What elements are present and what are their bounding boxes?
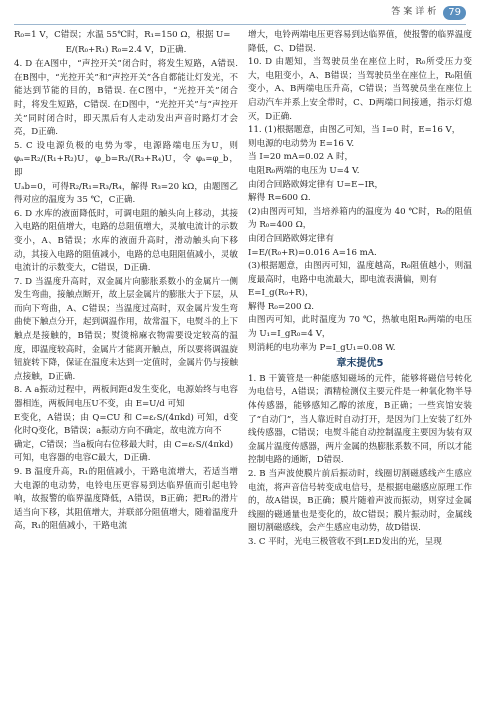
paragraph: (3)根据题意，由图丙可知，温度越高，R₀阻值越小，则温度最高时，电路中电流最大，即电流表满偏，则有 (248, 261, 472, 285)
paragraph: 解得 R=600 Ω. (248, 193, 311, 204)
section-title: 章末提优5 (336, 358, 384, 370)
paragraph: 增大，电铃两端电压更容易到达临界值，使报警的临界温度降低，C、D错误. (248, 30, 472, 54)
paragraph: Uₐb=0，可得R₂/R₁=R₃/R₄，解得 R₃=20 kΩ，由题图乙得对应的温度为 35 ℃，C正确. (14, 181, 238, 206)
page-number: 79 (443, 6, 466, 20)
paragraph: 由图丙可知，此时温度为 70 ℃，热敏电阻R₀两端的电压为 U₁=I_gR₀=4 V， (248, 315, 472, 340)
paragraph: 确定，C错误；当a板向右位移最大时，由 C=εᵣS/(4πkd) (14, 439, 234, 450)
paragraph: 由闭合回路欧姆定律有 (248, 233, 334, 244)
paragraph: 则电源的电动势为 E=16 V. (248, 138, 355, 149)
answer-10: 10. D 由题知，当驾驶员坐在座位上时，R₀所受压力变大，电阻变小，A、B错误；当驾驶员坐在座位上，R₀阻值变小，A、B两端电压升高，C错误；当驾驶员坐在座位上启动汽车并系上安全带时，C、D两端口间接通，指示灯熄灭，D正确. (248, 57, 472, 122)
answer-7: 7. D 当温度升高时，双金属片向膨胀系数小的金属片一侧发生弯曲，接触点断开，故上层金属片的膨胀大于下层，从而向下弯曲，A、C错误；当温度过高时，双金属片发生弯曲使下触点分开，起到调温作用，故常温下，电熨斗的上下触点是接触的，B错误；熨烫棉麻衣物需要设定较高的温度，即温度较高时，金属片才能离开触点，所以要将调温旋钮旋转下降，保证在温度未达到一定值时，金属片仍与接触点接触，D正确. (14, 276, 238, 382)
answer-3: 3. C 平时，光电三极管收不到LED发出的光，呈现 (248, 536, 442, 547)
paragraph: R₀=1 V，C错误；水温 55℃时，R₁=150 Ω，根据 U= (14, 30, 231, 40)
left-column (14, 29, 238, 534)
answer-6: 6. D 水库的液面降低时，可调电阻的触头向上移动，其接入电路的阻值增大，电路的总阻值增大，灵敏电流计的示数变小，A、B错误；水库的液面升高时，滑动触头向下移动，其接入电路的阻值减小，电路的总电阻阻值减小，灵敏电流计的示数变大，C错误，D正确. (14, 208, 238, 274)
page-header (391, 6, 466, 20)
paragraph: 则消耗的电功率为 P=I_gU₁=0.08 W. (248, 342, 396, 353)
formula-line: E=I_g(R₀+R)， (248, 288, 314, 299)
right-column (248, 29, 472, 550)
paragraph: 电阻R₀两端的电压为 U=4 V. (248, 165, 360, 176)
paragraph: E变化，A错误；由 Q=CU 和 C=εᵣS/(4πkd) 可知，d变化时Q变化，B错误；a振动方向不确定，故电流方向不 (14, 412, 238, 437)
paragraph: 解得 R₀=200 Ω. (248, 301, 315, 312)
answer-5: 5. C 设电源负极的电势为零，电源路端电压为U，则 φₐ=R₂/(R₁+R₂)U，φ_b=R₃/(R₃+R₄)U，令 φₐ=φ_b，即 (14, 140, 238, 178)
answer-9: 9. B 温度升高，R₁的阻值减小，干路电流增大，若适当增大电源的电动势，电铃电压更容易到达临界值而引起电铃响，故报警的临界温度降低，A错误，B正确；把R₂的滑片适当向下移，其阻值增大，并联部分阻值增大，随着温度升高，R₁的阻值减小，干路电流 (14, 467, 238, 532)
answer-1: 1. B 干簧管是一种能感知磁场的元件，能够将磁信号转化为电信号，A错误；酒精检测仪主要元件是一种氧化物半导体传感器，能够感知乙醇的浓度，B正确；一些宾馆安装了“自动门”，当人靠近时自动打开，是因为门上安装了红外线传感器，C错误；电熨斗能自动控制温度主要因为装有双金属片温度传感器，两片金属的热膨胀系数不同，所以才能控制电路的通断，D错误. (248, 373, 472, 466)
answer-2: 2. B 当声波使膜片前后振动时，线圈切割磁感线产生感应电流，将声音信号转变成电信号，是根据电磁感应原理工作的，故A错误，B正确；膜片随着声波而振动，则穿过金属线圈的磁通量也是变化的，故C错误；膜片振动时，金属线圈切割磁感线，会产生感应电动势，故D错误. (248, 469, 472, 534)
paragraph: 当 I=20 mA=0.02 A 时， (248, 152, 354, 163)
answer-8: 8. A a振动过程中，两板间距d发生变化，电源始终与电容器相连，两板间电压U不变，由 E=U/d 可知 (14, 385, 238, 410)
paragraph: 由闭合回路欧姆定律有 U=E−IR， (248, 179, 384, 190)
header-rule (14, 24, 466, 25)
paragraph: (2)由图丙可知，当培养箱内的温度为 40 ℃时，R₀的阻值为 R₀=400 Ω， (248, 206, 472, 231)
header-label: 答案详析 (391, 7, 440, 18)
formula-line: I=E/(R₀+R)=0.016 A=16 mA. (248, 247, 377, 258)
paragraph: 可知，电容器的电容C最大，D正确. (14, 453, 151, 464)
answer-11: 11. (1)根据题意，由图乙可知，当 I=0 时，E=16 V， (248, 125, 461, 136)
formula-line: E/(R₀+R₁) R₀=2.4 V，D正确. (65, 44, 187, 55)
answer-4: 4. D 在A图中，“声控开关”闭合时，将发生短路，A错误. 在B图中，“光控开关”和“声控开关”各自都能让灯发光，不能达到节能的目的，B错误. 在C图中，“光控开关”闭合时，将发生短路，C错误. 在D图中，“光控开关”与“声控开关”同时闭合时，即天黑后有人走动发出声音时路灯才会亮，D正确. (14, 59, 238, 138)
